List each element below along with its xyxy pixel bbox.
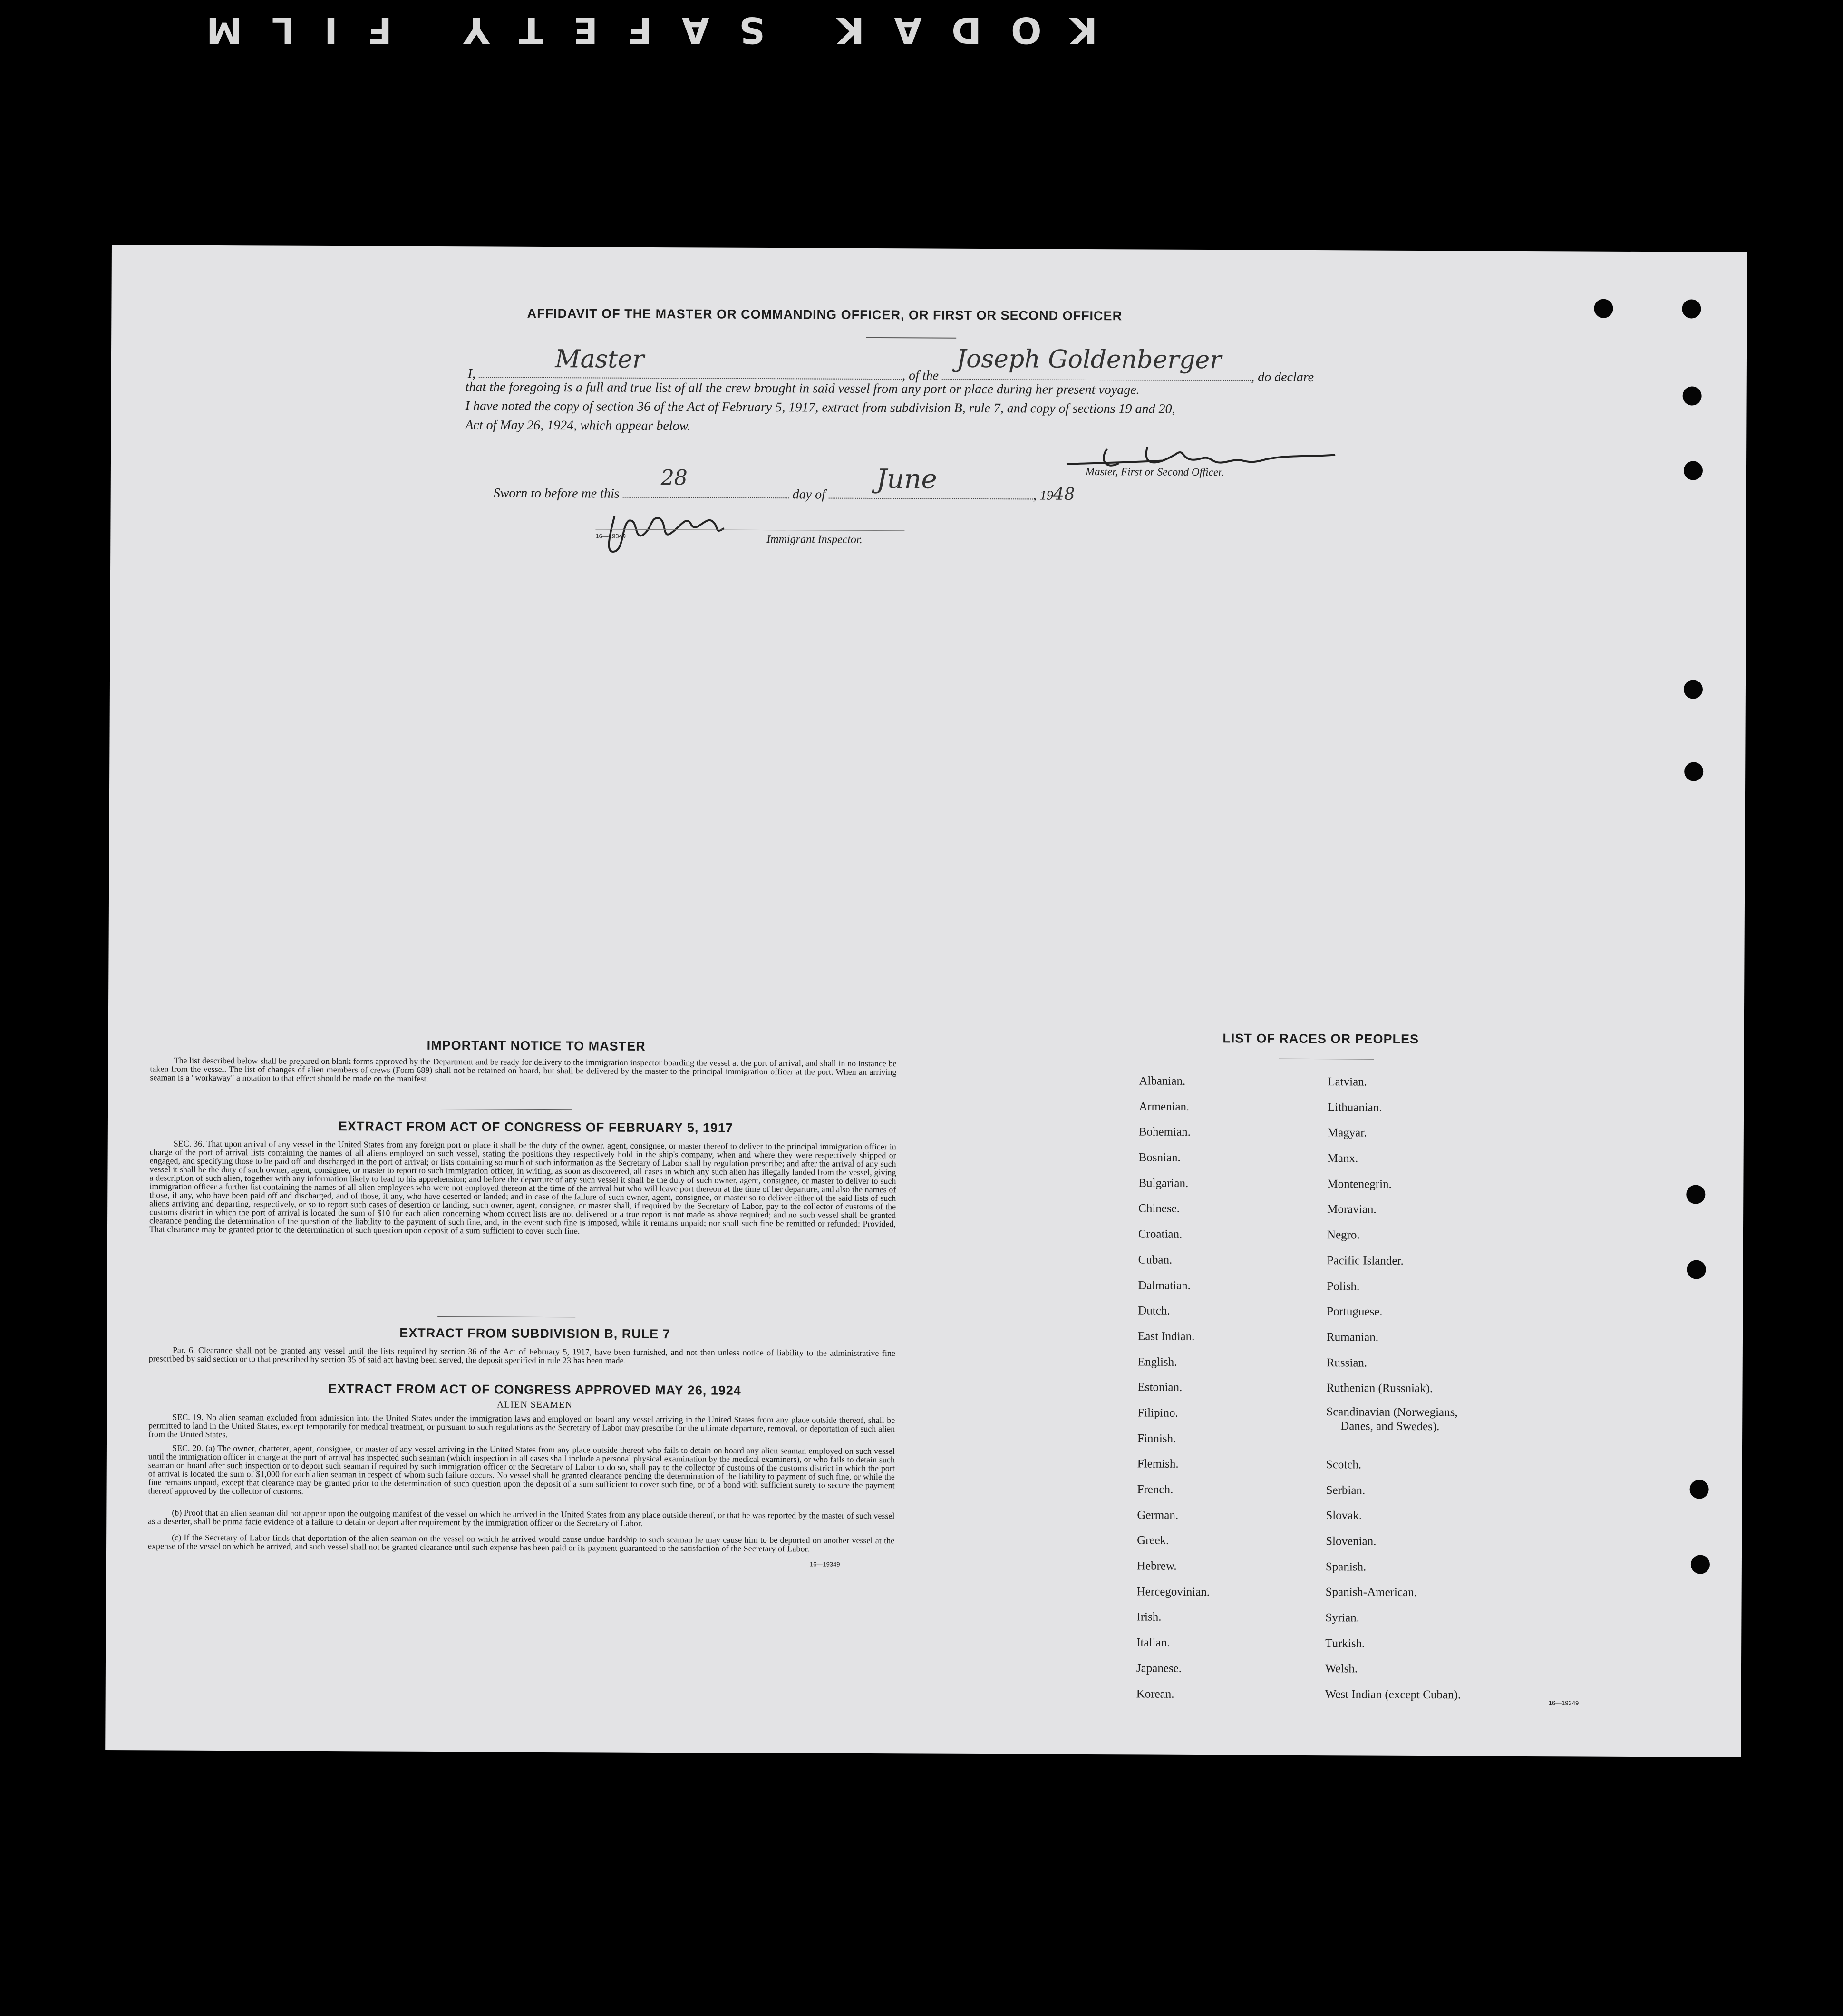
race-item: Polish. <box>1327 1279 1360 1293</box>
race-item: Turkish. <box>1325 1636 1365 1650</box>
divider <box>439 1109 572 1110</box>
inspector-label: Immigrant Inspector. <box>766 533 863 546</box>
race-item: Hercegovinian. <box>1136 1585 1210 1598</box>
punch-hole-icon <box>1687 1260 1706 1279</box>
affidavit-page <box>105 245 1747 1757</box>
extract-1917-title: EXTRACT FROM ACT OF CONGRESS OF FEBRUARY 5, 1917 <box>338 1119 734 1135</box>
race-item: Cuban. <box>1138 1253 1173 1266</box>
race-item: Pacific Islander. <box>1327 1254 1404 1267</box>
race-item: Finnish. <box>1137 1432 1176 1445</box>
race-item: Latvian. <box>1328 1075 1368 1089</box>
race-item: Slovenian. <box>1326 1535 1377 1548</box>
race-item: Irish. <box>1136 1610 1162 1624</box>
race-item: East Indian. <box>1137 1330 1195 1343</box>
master-signature-label: Master, First or Second Officer. <box>1085 465 1224 478</box>
sec20b-body: (b) Proof that an alien seaman did not appear upon the outgoing manifest of the vessel on which he arrived in the United States from any place outside thereof, or that he was reported by the master of such vessel as a deserter, shall be prima facie evidence of a failure to detain or deport after requirement by the immigration officer or the Secretary of Labor. <box>148 1508 895 1528</box>
sec20c-body: (c) If the Secretary of Labor finds that deportation of the alien seaman on the vessel on which he arrived would cause undue hardship to such seaman he may cause him to be deported on another vessel at the expense of the vessel on which he arrived, and such vessel shall not be granted clearance until such expense has been paid or its payment guaranteed to the satisfaction of the Secretary of Labor. <box>148 1532 895 1554</box>
race-item: Spanish-American. <box>1325 1586 1417 1599</box>
notice-title: IMPORTANT NOTICE TO MASTER <box>427 1038 646 1053</box>
race-item: Rumanian. <box>1326 1331 1379 1344</box>
form-number: 16—19349 <box>1548 1699 1579 1707</box>
race-item: Welsh. <box>1325 1662 1358 1675</box>
rule7-body: Par. 6. Clearance shall not be granted any vessel until the lists required by section 36 of the Act of February 5, 1917, have been furnished, and not then unless notice of liability to the administrative fine prescribed by said section or to that prescribed by section 35 of said act having been served, the deposit specified in rule 23 has been made. <box>148 1345 895 1365</box>
race-item: Portuguese. <box>1327 1305 1383 1318</box>
race-item: Magyar. <box>1327 1126 1367 1139</box>
handwritten-rank: Master <box>555 345 644 374</box>
race-item: Spanish. <box>1325 1560 1367 1574</box>
race-item: Bosnian. <box>1138 1151 1181 1164</box>
race-item: Hebrew. <box>1136 1559 1177 1573</box>
affidavit-line-2: that the foregoing is a full and true list of all the crew brought in said vessel from any port or place during her present voyage. <box>465 380 1140 398</box>
race-item: Syrian. <box>1325 1611 1360 1625</box>
races-title: LIST OF RACES OR PEOPLES <box>1222 1031 1419 1047</box>
race-item: Negro. <box>1327 1228 1360 1242</box>
race-item: Ruthenian (Russniak). <box>1326 1382 1433 1395</box>
race-item: Albanian. <box>1139 1074 1186 1088</box>
race-item: Italian. <box>1136 1636 1170 1649</box>
race-item: Montenegrin. <box>1327 1177 1392 1191</box>
divider <box>866 337 956 339</box>
punch-hole-icon <box>1682 299 1701 318</box>
punch-hole-icon <box>1594 299 1613 318</box>
extract-1917-body: SEC. 36. That upon arrival of any vessel in the United States from any foreign port or place it shall be the duty of the owner, agent, consignee, or master thereof to deliver to the principal immigration officer in charge of the port of arrival lists containing the names of all aliens employed on such vessel, stating the positions they respectively hold in the ship's company, when and where they were respectively shipped or engaged, and specifying those to be paid off and discharged in the port of arrival; or lists containing so much of such information as the Secretary of Labor shall by regulation prescribe; and after the arrival of any such vessel it shall be the duty of such owner, agent, consignee, or master to report to such immigration officer, in writing, as soon as discovered, all cases in which any such alien has illegally landed from the vessel, giving a description of such alien, together with any information likely to lead to his apprehension; and before the departure of any such vessel it shall be the duty of such owner, agent, consignee, or master to deliver to such immigration officer a further list containing the names of all alien employees who were not employed thereon at the time of the arrival but who will leave port thereon at the time of her departure, and also the names of those, if any, who have been paid off and discharged, and of those, if any, who have deserted or landed; and in case of the failure of such owner, agent, consignee, or master so to deliver either of the said lists of such aliens arriving and departing, respectively, or so to report such cases of desertion or landing, such owner, agent, consignee, or master shall, if required by the Secretary of Labor, pay to the collector of customs of the customs district in which the port of arrival is located the sum of $10 for each alien concerning whom correct lists are not delivered or a true report is not made as above required; and no such vessel shall be granted clearance pending the determination of the question of the liability to the payment of such fine, and, in the event such fine is imposed, while it remains unpaid; nor shall such fine be remitted or refunded: Provided, That clearance may be granted prior to the determination of such question upon deposit of a sum sufficient to cover such fine. <box>149 1139 896 1236</box>
punch-hole-icon <box>1684 762 1703 781</box>
race-item: Dalmatian. <box>1138 1278 1191 1292</box>
race-item: Serbian. <box>1326 1483 1366 1497</box>
affidavit-line-4: Act of May 26, 1924, which appear below. <box>465 418 691 434</box>
race-item: Manx. <box>1327 1152 1358 1165</box>
extract-1924-title: EXTRACT FROM ACT OF CONGRESS APPROVED MAY 26, 1924 <box>328 1382 741 1398</box>
extract-1924-subtitle: ALIEN SEAMEN <box>496 1399 573 1411</box>
divider <box>437 1316 575 1317</box>
race-item: Dutch. <box>1138 1304 1170 1317</box>
race-item: English. <box>1137 1355 1177 1369</box>
form-number: 16—19349 <box>595 532 626 540</box>
race-item: West Indian (except Cuban). <box>1325 1688 1461 1702</box>
race-item: Estonian. <box>1137 1381 1183 1394</box>
race-item: German. <box>1137 1509 1179 1522</box>
race-item: French. <box>1137 1483 1174 1496</box>
notice-body: The list described below shall be prepared on blank forms approved by the Department and be ready for delivery to the immigration inspector boarding the vessel at the port of arrival, and shall in no instance be taken from the vessel. The list of changes of alien members of crews (Form 689) shall not be retained on board, but shall be delivered by the master to the principal immigration officer at the port. When an arriving seaman is a "workaway" a notation to that effect should be made on the manifest. <box>150 1055 897 1083</box>
divider <box>1279 1059 1374 1060</box>
handwritten-day: 28 <box>660 466 688 490</box>
race-item: Russian. <box>1326 1356 1368 1370</box>
sec19-body: SEC. 19. No alien seaman excluded from admission into the United States under the immigration laws and employed on board any vessel arriving in the United States from any place outside thereof, shall be permitted to land in the United States, except temporarily for medical treatment, or pursuant to such regulations as the Secretary of Labor may prescribe for the ultimate departure, removal, or deportation of such alien from the United States. <box>148 1412 895 1440</box>
race-item: Flemish. <box>1137 1457 1179 1471</box>
race-item: Greek. <box>1137 1534 1169 1548</box>
sec20a-body: SEC. 20. (a) The owner, charterer, agent, consignee, or master of any vessel arriving in the United States from any place outside thereof who fails to detain on board any alien seaman employed on such vessel until the immigration officer in charge at the port of arrival has inspected such seaman (which inspection in all cases shall include a personal physical examination by the medical examiners), or who fails to detain such seaman on board after such inspection or to deport such seaman if required by such immigration officer or the Secretary of Labor to do so, shall pay to the collector of customs of the customs district in which the port of arrival is located the sum of $1,000 for each alien seaman in respect of whom such failure occurs. No vessel shall be granted clearance pending the determination of the liability to payment of such fine, or while the fine remains unpaid, except that clearance may be granted prior to the determination of such question upon the deposit of a sum sufficient to cover such fine, or of a bond with sufficient surety to secure the payment thereof approved by the collector of customs. <box>148 1443 895 1496</box>
race-item: Korean. <box>1136 1687 1174 1701</box>
race-item: Bulgarian. <box>1138 1177 1189 1190</box>
race-item: Lithuanian. <box>1328 1101 1382 1114</box>
punch-hole-icon <box>1684 680 1703 699</box>
race-item: Chinese. <box>1138 1202 1180 1216</box>
punch-hole-icon <box>1683 386 1702 405</box>
form-number: 16—19349 <box>809 1560 840 1568</box>
punch-hole-icon <box>1690 1480 1709 1499</box>
punch-hole-icon <box>1691 1555 1710 1574</box>
handwritten-year: 48 <box>1053 484 1075 504</box>
race-item: Bohemian. <box>1138 1125 1191 1139</box>
races-right-column <box>1325 1069 1594 1708</box>
race-item: Japanese. <box>1136 1662 1182 1675</box>
affidavit-declaration-line: I, Master , of the Joseph Goldenberger , do declare <box>467 344 1314 385</box>
race-item: Croatian. <box>1138 1227 1183 1241</box>
punch-hole-icon <box>1684 461 1703 480</box>
rule7-title: EXTRACT FROM SUBDIVISION B, RULE 7 <box>399 1325 670 1342</box>
race-item: Filipino. <box>1137 1406 1178 1420</box>
race-item: Moravian. <box>1327 1203 1377 1217</box>
film-edge-text: KODAK SAFETY FILM <box>176 9 1098 51</box>
race-item: Armenian. <box>1139 1100 1190 1113</box>
race-item: Slovak. <box>1326 1509 1362 1522</box>
punch-hole-icon <box>1686 1185 1705 1204</box>
races-left-column <box>1136 1068 1310 1707</box>
handwritten-vessel-name: Joseph Goldenberger <box>956 344 1222 375</box>
race-item: Scandinavian (Norwegians, <box>1326 1405 1458 1419</box>
affidavit-line-3: I have noted the copy of section 36 of the Act of February 5, 1917, extract from subdivision B, rule 7, and copy of sections 19 and 20, <box>465 399 1175 417</box>
sworn-line: Sworn to before me this 28 day of June , 1948 <box>493 464 1075 504</box>
handwritten-month: June <box>876 464 937 495</box>
affidavit-title: AFFIDAVIT OF THE MASTER OR COMMANDING OFFICER, OR FIRST OR SECOND OFFICER <box>527 306 1123 323</box>
race-item: Danes, and Swedes). <box>1340 1420 1440 1433</box>
race-item: Scotch. <box>1326 1458 1362 1471</box>
